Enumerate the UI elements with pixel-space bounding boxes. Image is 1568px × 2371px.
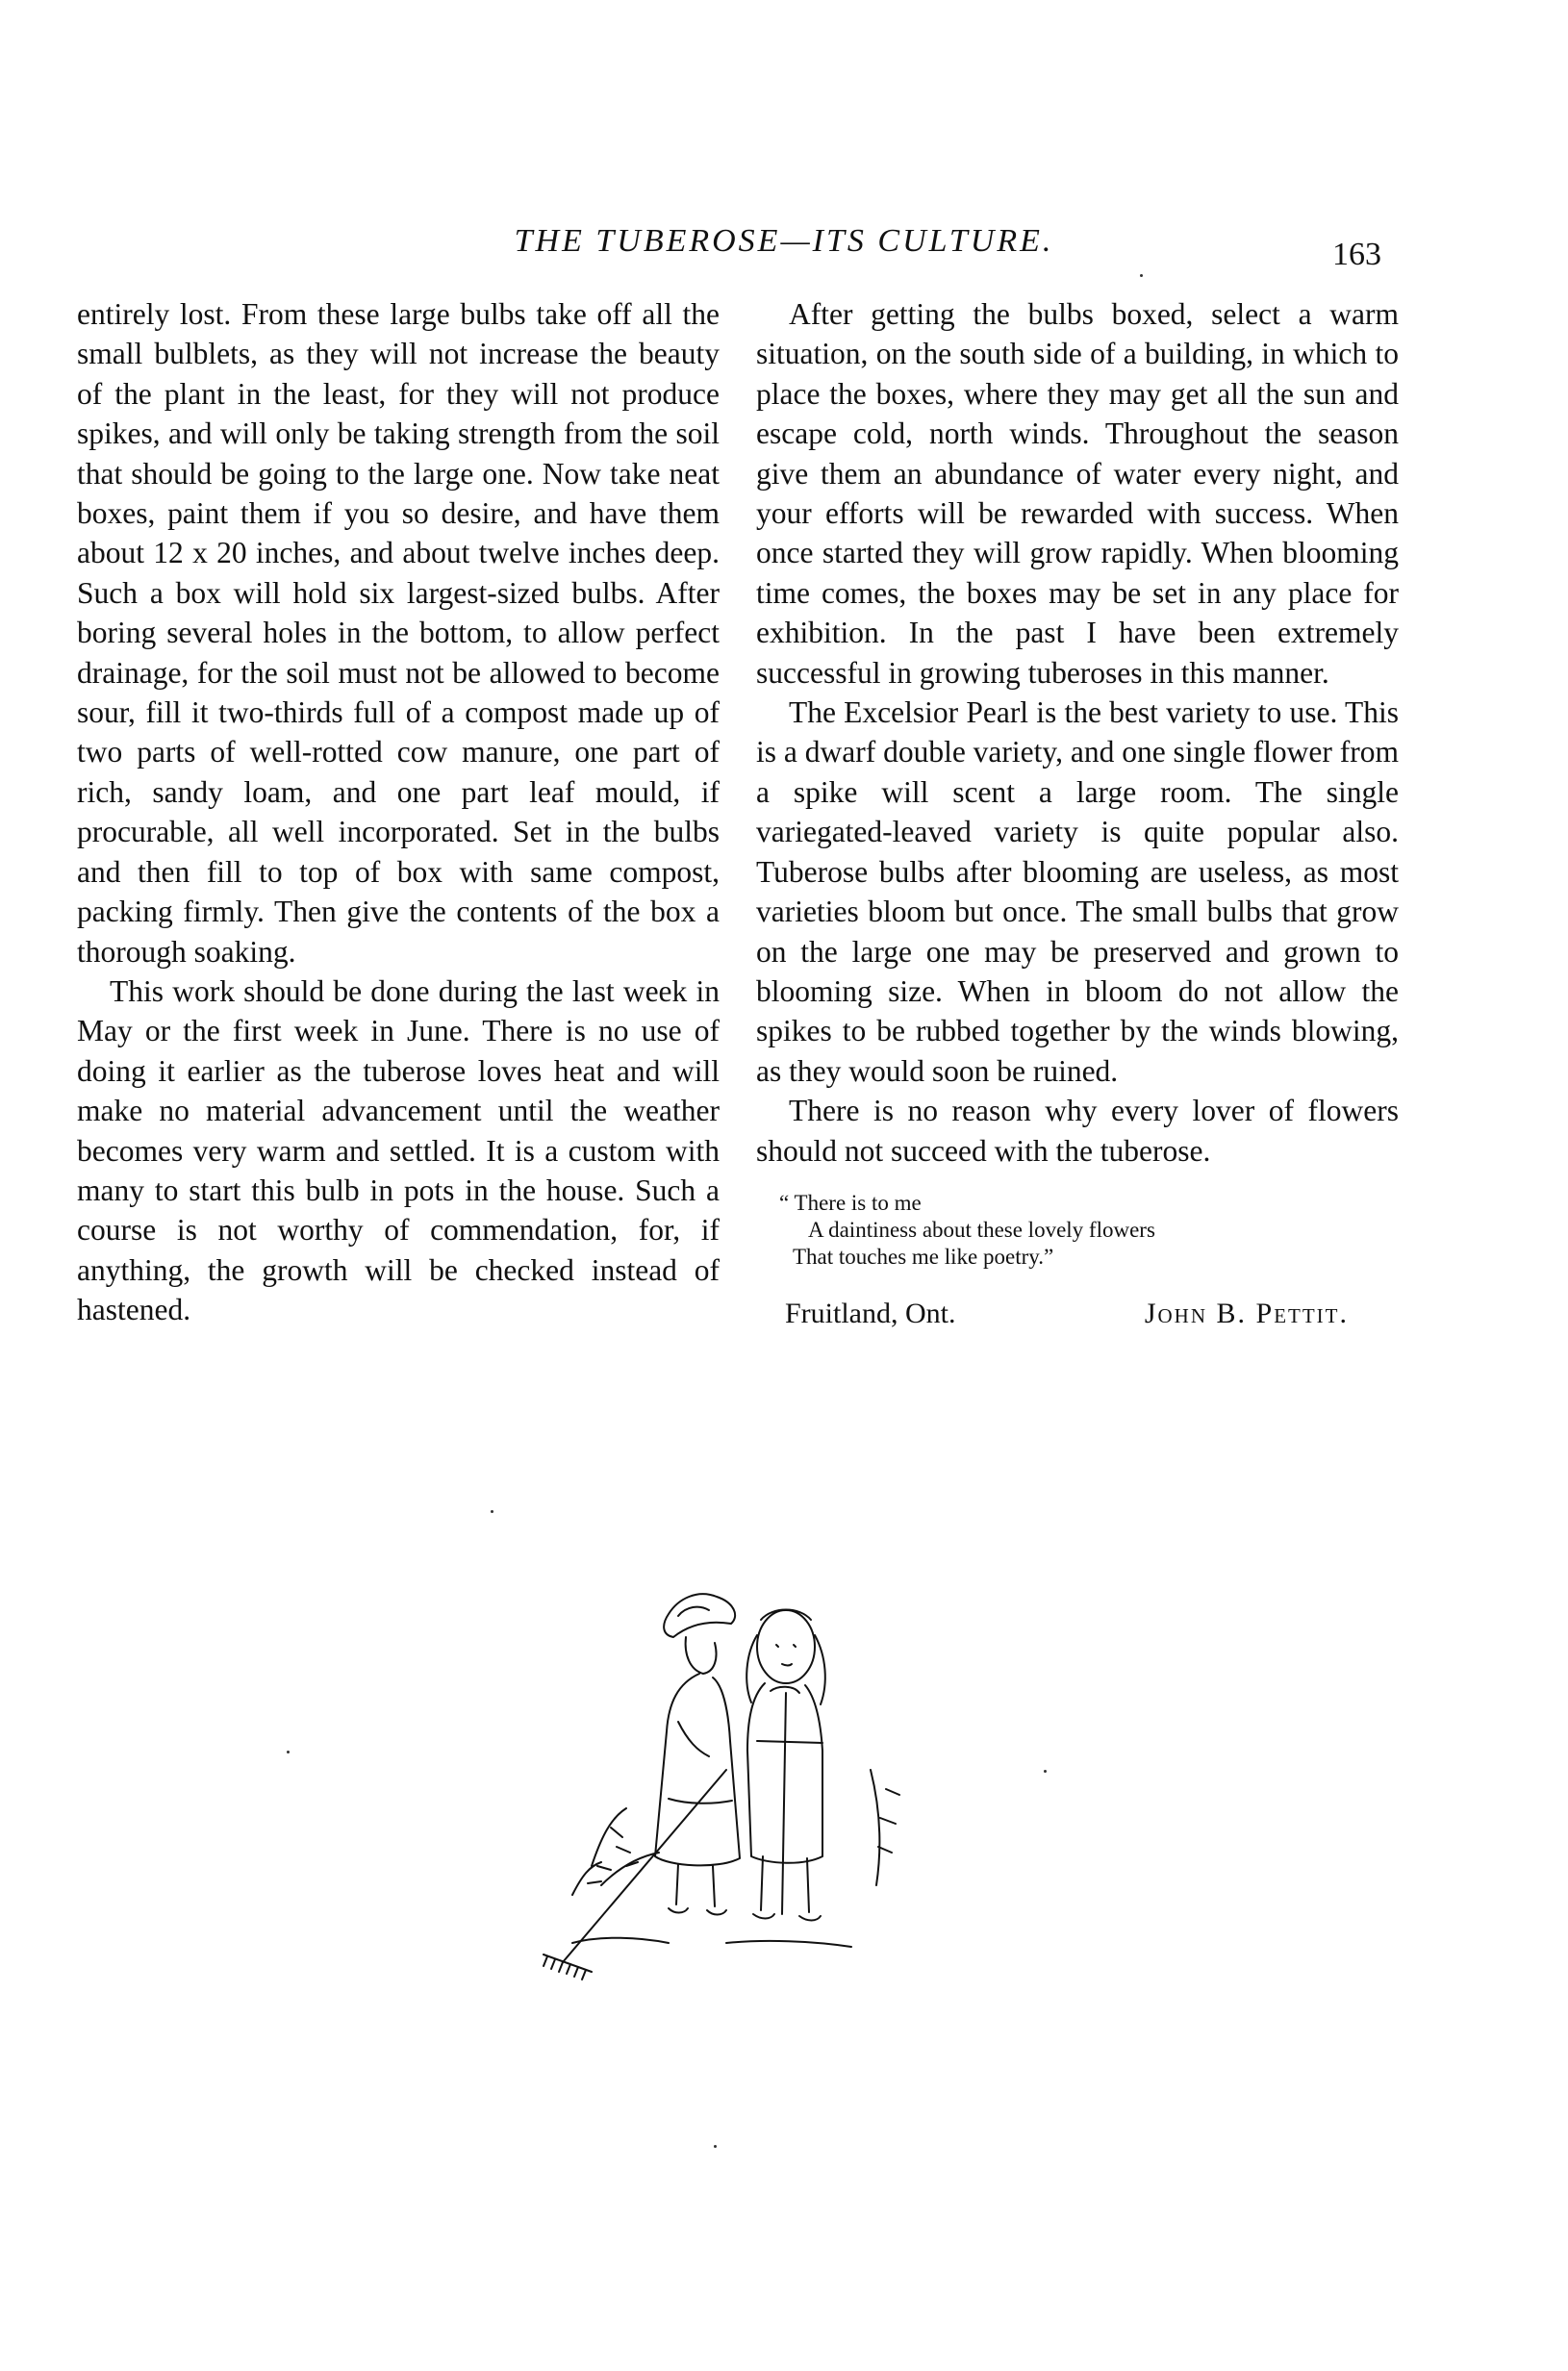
- print-speck: [491, 1510, 493, 1513]
- running-title: THE TUBEROSE—ITS CULTURE.: [514, 223, 1054, 259]
- left-paragraph-1: entirely lost. From these large bulbs take off all the small bulblets, as they will not increase the beauty of the plant in the least, for they will not produce spikes, and will only be taking strength from the soil that should be going to the large one. Now take neat boxes, paint them if you so desire, and have them about 12 x 20 inches, and about twelve inches deep. Such a box will hold six largest-sized bulbs. After boring several holes in the bottom, to allow perfect drainage, for the soil must not be allowed to become sour, fill it two-thirds full of a compost made up of two parts of well-rotted cow manure, one part of rich, sandy loam, and one part leaf mould, if procurable, all well incorporated. Set in the bulbs and then fill to top of box with same compost, packing firmly. Then give the contents of the box a thorough soaking.: [77, 297, 720, 969]
- poem-line-2: A daintiness about these lovely flowers: [808, 1217, 1155, 1242]
- right-paragraph-3: There is no reason why every lover of flowers should not succeed with the tuberose.: [756, 1094, 1399, 1168]
- print-speck: [1140, 274, 1143, 277]
- signature-line: [785, 1294, 1349, 1333]
- right-paragraph-1: After getting the bulbs boxed, select a warm situation, on the south side of a building, in which to place the boxes, where they may get all the sun and escape cold, north winds. Throughout the season give them an abundance of water every night, and your efforts will be rewarded with success. When once started they will grow rapidly. When blooming time comes, the boxes may be set in any place for exhibition. In the past I have been extremely successful in growing tuberoses in this manner.: [756, 297, 1399, 690]
- print-speck: [287, 1751, 290, 1753]
- two-girls-gardening-engraving: [534, 1577, 948, 2001]
- poem-quote: [779, 1190, 1399, 1271]
- poem-line-3: That touches me like poetry.”: [793, 1244, 1054, 1269]
- page-number: 163: [1332, 237, 1381, 272]
- signature-author: John B. Pettit.: [1144, 1297, 1349, 1329]
- print-speck: [1044, 1770, 1047, 1773]
- right-column: [756, 294, 1399, 1333]
- left-column: [77, 294, 720, 1330]
- poem-line-1: “ There is to me: [779, 1190, 922, 1215]
- left-paragraph-2: This work should be done during the last week in May or the first week in June. There is no use of doing it earlier as the tuberose loves heat and will make no material advancement until the weather becomes very warm and settled. It is a custom with many to start this bulb in pots in the house. Such a course is not worthy of commendation, for, if anything, the growth will be checked instead of hastened.: [77, 973, 720, 1327]
- right-paragraph-2: The Excelsior Pearl is the best variety to use. This is a dwarf double variety, and one single flower from a spike will scent a large room. The single variegated-leaved variety is quite popular also. Tuberose bulbs after blooming are useless, as most varieties bloom but once. The small bulbs that grow on the large one may be preserved and grown to blooming size. When in bloom do not allow the spikes to be rubbed together by the winds blowing, as they would soon be ruined.: [756, 695, 1399, 1088]
- print-speck: [714, 2145, 717, 2148]
- signature-place: Fruitland, Ont.: [785, 1297, 956, 1329]
